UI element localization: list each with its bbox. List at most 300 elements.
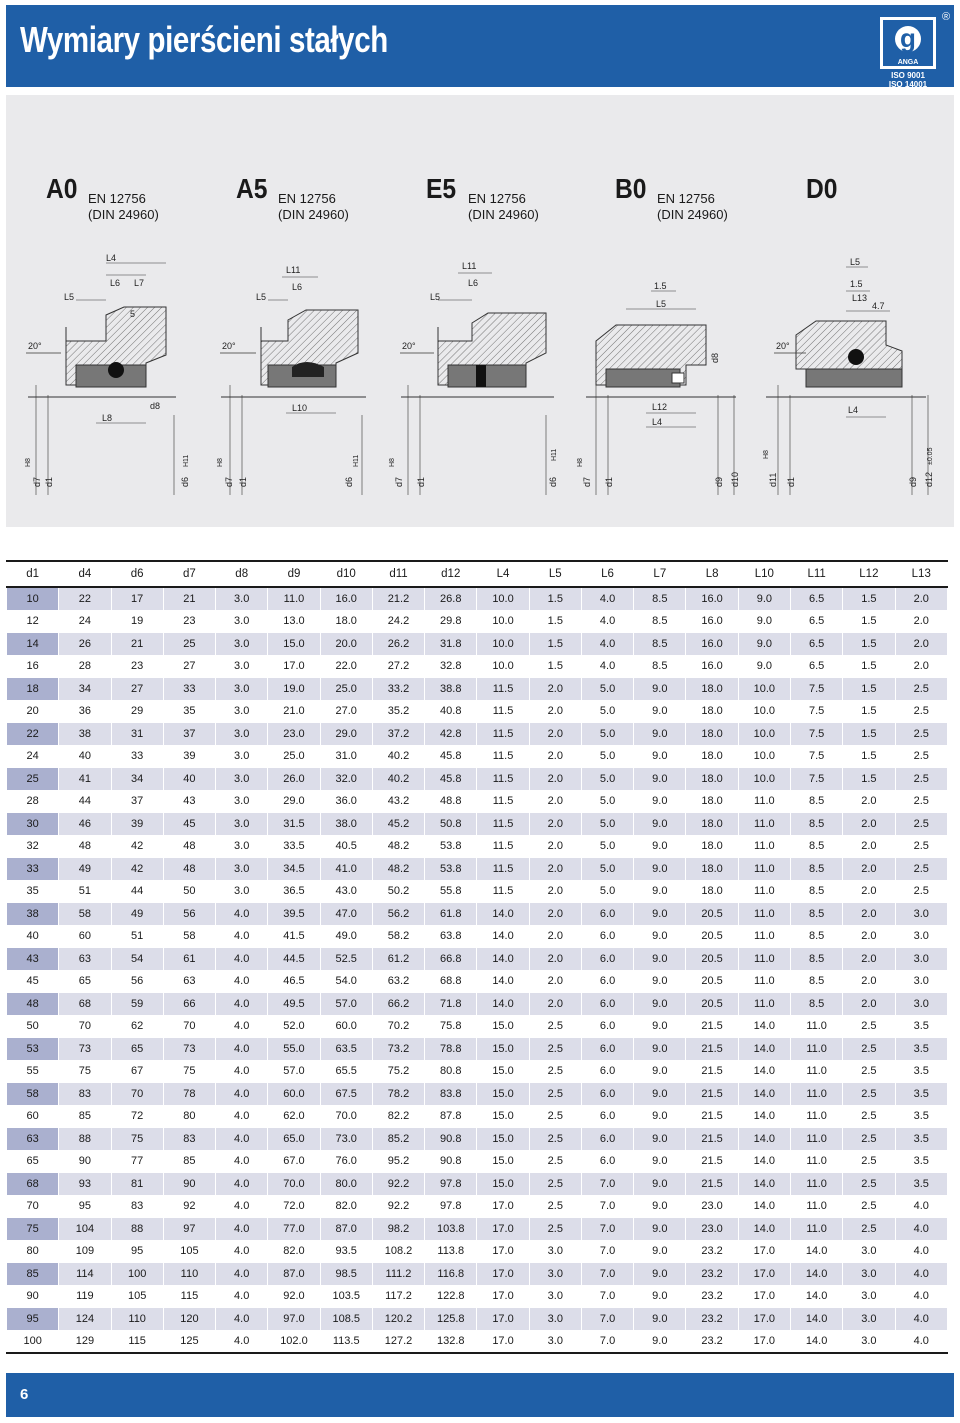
table-cell: 83 — [59, 1083, 111, 1106]
table-cell: 14 — [7, 633, 59, 656]
table-cell: 90.8 — [425, 1150, 477, 1173]
dim-label: d1 — [604, 476, 614, 487]
table-cell: 3.0 — [216, 858, 268, 881]
table-cell: 9.0 — [634, 813, 686, 836]
table-cell: 100 — [7, 1330, 59, 1353]
table-row — [7, 1015, 948, 1038]
table-cell: 4.0 — [216, 1038, 268, 1061]
table-cell: 67.5 — [320, 1083, 372, 1106]
dim-label: L10 — [292, 403, 308, 413]
table-cell: 4.0 — [895, 1218, 947, 1241]
table-cell: 48 — [163, 835, 215, 858]
table-cell: 2.5 — [529, 1218, 581, 1241]
table-cell: 11.5 — [477, 700, 529, 723]
table-cell: 3.0 — [216, 880, 268, 903]
table-cell: 31.8 — [425, 633, 477, 656]
table-cell: 82.2 — [372, 1105, 424, 1128]
column-header: L4 — [477, 561, 529, 587]
table-cell: 51 — [59, 880, 111, 903]
table-cell: 22.0 — [320, 655, 372, 678]
table-cell: 117.2 — [372, 1285, 424, 1308]
table-cell: 2.5 — [895, 700, 947, 723]
table-cell: 40.8 — [425, 700, 477, 723]
table-cell: 43.2 — [372, 790, 424, 813]
table-cell: 42.8 — [425, 723, 477, 746]
table-cell: 21.5 — [686, 1173, 738, 1196]
table-row — [7, 700, 948, 723]
table-cell: 60 — [7, 1105, 59, 1128]
table-cell: 15.0 — [477, 1015, 529, 1038]
table-cell: 3.0 — [895, 993, 947, 1016]
table-cell: 10 — [7, 587, 59, 610]
table-cell: 73.0 — [320, 1128, 372, 1151]
table-cell: 2.5 — [895, 678, 947, 701]
table-cell: 7.0 — [581, 1263, 633, 1286]
table-cell: 3.0 — [529, 1285, 581, 1308]
table-cell: 9.0 — [634, 1150, 686, 1173]
profile-code-a5: A5 — [236, 173, 268, 204]
dim-label: L7 — [134, 278, 145, 288]
table-cell: 3.0 — [843, 1330, 895, 1353]
table-cell: 9.0 — [738, 610, 790, 633]
table-cell: 56 — [163, 903, 215, 926]
table-cell: 10.0 — [738, 678, 790, 701]
table-cell: 51 — [111, 925, 163, 948]
table-cell: 15.0 — [477, 1150, 529, 1173]
drawing-b0 — [577, 281, 740, 495]
table-cell: 5.0 — [581, 790, 633, 813]
table-cell: 9.0 — [634, 880, 686, 903]
table-cell: 6.0 — [581, 1105, 633, 1128]
table-cell: 45 — [7, 970, 59, 993]
table-cell: 54 — [111, 948, 163, 971]
table-cell: 17.0 — [477, 1308, 529, 1331]
table-cell: 31.5 — [268, 813, 320, 836]
table-cell: 4.0 — [216, 925, 268, 948]
table-cell: 10.0 — [477, 587, 529, 610]
table-cell: 113.5 — [320, 1330, 372, 1353]
table-cell: 15.0 — [268, 633, 320, 656]
table-cell: 39 — [163, 745, 215, 768]
table-cell: 6.0 — [581, 993, 633, 1016]
table-cell: 111.2 — [372, 1263, 424, 1286]
table-cell: 9.0 — [634, 925, 686, 948]
table-cell: 75 — [111, 1128, 163, 1151]
table-cell: 2.5 — [843, 1038, 895, 1061]
table-cell: 2.0 — [529, 970, 581, 993]
table-cell: 49.5 — [268, 993, 320, 1016]
table-cell: 18.0 — [686, 700, 738, 723]
table-cell: 93 — [59, 1173, 111, 1196]
table-cell: 75 — [163, 1060, 215, 1083]
table-cell: 4.0 — [581, 610, 633, 633]
table-cell: 40.2 — [372, 768, 424, 791]
table-cell: 2.5 — [895, 723, 947, 746]
table-cell: 63.2 — [372, 970, 424, 993]
table-cell: 4.0 — [895, 1330, 947, 1353]
table-cell: 17.0 — [477, 1195, 529, 1218]
table-cell: 2.5 — [529, 1128, 581, 1151]
table-cell: 11.0 — [738, 880, 790, 903]
table-cell: 10.0 — [738, 745, 790, 768]
table-cell: 2.5 — [843, 1128, 895, 1151]
table-cell: 33 — [111, 745, 163, 768]
table-cell: 48 — [163, 858, 215, 881]
table-cell: 57.0 — [268, 1060, 320, 1083]
table-cell: 18.0 — [686, 858, 738, 881]
table-cell: 3.0 — [529, 1308, 581, 1331]
table-cell: 21.5 — [686, 1105, 738, 1128]
table-cell: 108.2 — [372, 1240, 424, 1263]
table-cell: 81 — [111, 1173, 163, 1196]
table-cell: 2.5 — [529, 1195, 581, 1218]
table-cell: 2.5 — [843, 1015, 895, 1038]
standard-line: (DIN 24960) — [657, 207, 728, 222]
table-cell: 2.0 — [529, 723, 581, 746]
table-cell: 4.0 — [216, 903, 268, 926]
table-cell: 4.0 — [895, 1308, 947, 1331]
table-cell: 2.0 — [843, 993, 895, 1016]
table-cell: 62 — [111, 1015, 163, 1038]
table-cell: 77 — [111, 1150, 163, 1173]
table-cell: 15.0 — [477, 1083, 529, 1106]
table-cell: 6.0 — [581, 1128, 633, 1151]
table-cell: 59 — [111, 993, 163, 1016]
table-cell: 70 — [7, 1195, 59, 1218]
table-cell: 43 — [163, 790, 215, 813]
table-cell: 9.0 — [634, 745, 686, 768]
table-cell: 14.0 — [477, 925, 529, 948]
table-cell: 3.0 — [216, 835, 268, 858]
table-cell: 63 — [7, 1128, 59, 1151]
table-cell: 92.0 — [268, 1285, 320, 1308]
table-cell: 8.5 — [790, 835, 842, 858]
table-cell: 63 — [163, 970, 215, 993]
table-cell: 1.5 — [529, 610, 581, 633]
table-cell: 2.5 — [895, 790, 947, 813]
table-cell: 11.5 — [477, 813, 529, 836]
table-cell: 9.0 — [634, 1308, 686, 1331]
table-cell: 36.0 — [320, 790, 372, 813]
table-cell: 21.0 — [268, 700, 320, 723]
table-cell: 20.5 — [686, 948, 738, 971]
table-cell: 1.5 — [529, 655, 581, 678]
table-cell: 92 — [163, 1195, 215, 1218]
table-cell: 2.5 — [843, 1218, 895, 1241]
table-cell: 1.5 — [843, 745, 895, 768]
table-cell: 90.8 — [425, 1128, 477, 1151]
table-cell: 6.0 — [581, 1060, 633, 1083]
table-cell: 9.0 — [634, 1285, 686, 1308]
table-cell: 4.0 — [216, 1330, 268, 1353]
table-cell: 15.0 — [477, 1173, 529, 1196]
table-cell: 14.0 — [738, 1218, 790, 1241]
table-row — [7, 678, 948, 701]
table-cell: 17.0 — [738, 1330, 790, 1353]
table-cell: 39.5 — [268, 903, 320, 926]
table-cell: 75.8 — [425, 1015, 477, 1038]
table-cell: 27.2 — [372, 655, 424, 678]
dim-label: d12 — [924, 471, 934, 487]
table-cell: 9.0 — [634, 723, 686, 746]
dimensions-table — [6, 560, 948, 1354]
dim-label: L5 — [850, 257, 861, 267]
table-cell: 8.5 — [634, 655, 686, 678]
table-cell: 50 — [7, 1015, 59, 1038]
table-cell: 1.5 — [843, 610, 895, 633]
table-cell: 15.0 — [477, 1060, 529, 1083]
table-body — [7, 587, 948, 1353]
dim-label: L5 — [256, 292, 267, 302]
table-cell: 25.0 — [320, 678, 372, 701]
table-cell: 3.0 — [216, 745, 268, 768]
table-cell: 83.8 — [425, 1083, 477, 1106]
table-cell: 25.0 — [268, 745, 320, 768]
table-cell: 9.0 — [634, 1038, 686, 1061]
table-cell: 55.8 — [425, 880, 477, 903]
table-cell: 2.0 — [529, 813, 581, 836]
table-row — [7, 790, 948, 813]
table-cell: 9.0 — [634, 1060, 686, 1083]
table-cell: 4.0 — [216, 970, 268, 993]
table-cell: 45.8 — [425, 745, 477, 768]
dim-label: d6 — [548, 476, 558, 487]
standard-line: (DIN 24960) — [278, 207, 349, 222]
table-cell: 40.5 — [320, 835, 372, 858]
table-cell: 61.8 — [425, 903, 477, 926]
table-cell: 2.5 — [895, 858, 947, 881]
table-cell: 26.2 — [372, 633, 424, 656]
dim-label: 20° — [402, 341, 416, 351]
table-cell: 2.0 — [843, 925, 895, 948]
table-cell: 68.8 — [425, 970, 477, 993]
table-cell: 14.0 — [738, 1128, 790, 1151]
table-cell: 20.5 — [686, 903, 738, 926]
table-cell: 7.0 — [581, 1285, 633, 1308]
table-cell: 9.0 — [634, 1105, 686, 1128]
table-row — [7, 1060, 948, 1083]
table-cell: 14.0 — [790, 1263, 842, 1286]
standard-line: (DIN 24960) — [468, 207, 539, 222]
dim-label: 4.7 — [872, 301, 885, 311]
table-cell: 67.0 — [268, 1150, 320, 1173]
table-cell: 7.5 — [790, 700, 842, 723]
table-cell: 41 — [59, 768, 111, 791]
table-cell: 2.0 — [843, 858, 895, 881]
table-cell: 2.5 — [843, 1150, 895, 1173]
table-cell: 1.5 — [529, 587, 581, 610]
profile-code-a0: A0 — [46, 173, 78, 204]
table-cell: 49 — [111, 903, 163, 926]
table-row — [7, 768, 948, 791]
table-cell: 21.5 — [686, 1060, 738, 1083]
standard-line: EN 12756 — [88, 191, 146, 206]
table-cell: 35 — [7, 880, 59, 903]
table-cell: 65 — [59, 970, 111, 993]
table-cell: 4.0 — [895, 1195, 947, 1218]
table-cell: 10.0 — [738, 768, 790, 791]
table-cell: 44.5 — [268, 948, 320, 971]
table-cell: 14.0 — [738, 1083, 790, 1106]
table-cell: 1.5 — [843, 723, 895, 746]
table-cell: 8.5 — [790, 790, 842, 813]
iso-certificates — [874, 71, 942, 89]
table-cell: 5.0 — [581, 880, 633, 903]
table-cell: 85 — [59, 1105, 111, 1128]
table-cell: 29.0 — [320, 723, 372, 746]
table-cell: 2.5 — [895, 745, 947, 768]
dim-label: L12 — [652, 402, 668, 412]
table-cell: 66.2 — [372, 993, 424, 1016]
table-cell: 97.8 — [425, 1173, 477, 1196]
table-cell: 4.0 — [216, 1263, 268, 1286]
table-cell: 9.0 — [634, 948, 686, 971]
table-cell: 19 — [111, 610, 163, 633]
table-cell: 85.2 — [372, 1128, 424, 1151]
table-cell: 42 — [111, 858, 163, 881]
table-cell: 2.0 — [895, 610, 947, 633]
table-row — [7, 1330, 948, 1353]
table-cell: 70 — [59, 1015, 111, 1038]
table-cell: 11.5 — [477, 835, 529, 858]
table-cell: 2.5 — [843, 1105, 895, 1128]
dim-label: 1.5 — [654, 281, 667, 291]
dim-label: 20° — [776, 341, 790, 351]
drawing-a5 — [217, 265, 366, 495]
table-cell: 98.2 — [372, 1218, 424, 1241]
table-cell: 7.5 — [790, 745, 842, 768]
table-cell: 77.0 — [268, 1218, 320, 1241]
table-row — [7, 1308, 948, 1331]
dim-label: 20° — [222, 341, 236, 351]
table-cell: 33 — [7, 858, 59, 881]
table-cell: 82.0 — [268, 1240, 320, 1263]
table-cell: 58.2 — [372, 925, 424, 948]
table-cell: 85 — [7, 1263, 59, 1286]
table-cell: 43.0 — [320, 880, 372, 903]
column-header: L7 — [634, 561, 686, 587]
table-cell: 17 — [111, 587, 163, 610]
table-cell: 63.8 — [425, 925, 477, 948]
table-cell: 38.8 — [425, 678, 477, 701]
table-cell: 103.8 — [425, 1218, 477, 1241]
table-cell: 11.0 — [790, 1038, 842, 1061]
table-cell: 2.0 — [529, 903, 581, 926]
table-cell: 7.0 — [581, 1308, 633, 1331]
table-cell: 55.0 — [268, 1038, 320, 1061]
table-cell: 25 — [7, 768, 59, 791]
table-cell: 4.0 — [216, 1218, 268, 1241]
standard-line: EN 12756 — [657, 191, 715, 206]
table-cell: 9.0 — [634, 1173, 686, 1196]
table-cell: 70.2 — [372, 1015, 424, 1038]
table-cell: 17.0 — [477, 1330, 529, 1353]
table-cell: 2.0 — [843, 903, 895, 926]
dim-label: d9 — [714, 476, 724, 487]
table-cell: 14.0 — [790, 1285, 842, 1308]
dim-label: L4 — [652, 417, 663, 427]
table-cell: 4.0 — [581, 587, 633, 610]
table-cell: 11.0 — [738, 948, 790, 971]
column-header: L6 — [581, 561, 633, 587]
table-cell: 8.5 — [634, 587, 686, 610]
table-header-row — [7, 561, 948, 587]
column-header: d7 — [163, 561, 215, 587]
table-cell: 14.0 — [738, 1038, 790, 1061]
dim-label: ±0.05 — [927, 447, 934, 465]
table-cell: 105 — [163, 1240, 215, 1263]
table-cell: 45.2 — [372, 813, 424, 836]
table-cell: 9.0 — [634, 1195, 686, 1218]
table-cell: 52.5 — [320, 948, 372, 971]
table-cell: 4.0 — [216, 1015, 268, 1038]
table-cell: 46.5 — [268, 970, 320, 993]
column-header: d8 — [216, 561, 268, 587]
table-cell: 32.0 — [320, 768, 372, 791]
table-row — [7, 587, 948, 610]
table-cell: 36 — [59, 700, 111, 723]
table-cell: 11.0 — [738, 925, 790, 948]
table-cell: 4.0 — [216, 1150, 268, 1173]
table-cell: 17.0 — [738, 1263, 790, 1286]
table-cell: 6.0 — [581, 925, 633, 948]
table-cell: 1.5 — [843, 700, 895, 723]
table-cell: 78.2 — [372, 1083, 424, 1106]
table-cell: 6.0 — [581, 1038, 633, 1061]
table-cell: 109 — [59, 1240, 111, 1263]
table-cell: 78 — [163, 1083, 215, 1106]
column-header: L11 — [790, 561, 842, 587]
table-cell: 18.0 — [686, 768, 738, 791]
table-cell: 87.0 — [268, 1263, 320, 1286]
table-cell: 6.5 — [790, 587, 842, 610]
table-cell: 2.5 — [843, 1083, 895, 1106]
table-cell: 58 — [59, 903, 111, 926]
table-cell: 32 — [7, 835, 59, 858]
table-cell: 16.0 — [320, 587, 372, 610]
table-cell: 87.8 — [425, 1105, 477, 1128]
table-cell: 11.0 — [268, 587, 320, 610]
table-cell: 18.0 — [320, 610, 372, 633]
table-cell: 4.0 — [216, 1195, 268, 1218]
table-cell: 9.0 — [634, 858, 686, 881]
table-cell: 16 — [7, 655, 59, 678]
table-cell: 68 — [7, 1173, 59, 1196]
table-cell: 21 — [163, 587, 215, 610]
table-cell: 67 — [111, 1060, 163, 1083]
table-cell: 38 — [59, 723, 111, 746]
table-cell: 2.5 — [529, 1173, 581, 1196]
table-cell: 95 — [111, 1240, 163, 1263]
table-cell: 24 — [7, 745, 59, 768]
table-cell: 17.0 — [477, 1240, 529, 1263]
column-header: d11 — [372, 561, 424, 587]
table-cell: 8.5 — [790, 813, 842, 836]
table-cell: 3.0 — [529, 1330, 581, 1353]
dim-label: L4 — [848, 405, 859, 415]
table-cell: 41.0 — [320, 858, 372, 881]
table-cell: 4.0 — [895, 1263, 947, 1286]
dim-label: d11 — [768, 472, 778, 487]
table-cell: 10.0 — [738, 723, 790, 746]
table-cell: 27 — [111, 678, 163, 701]
table-cell: 11.5 — [477, 768, 529, 791]
table-row — [7, 903, 948, 926]
table-cell: 20.5 — [686, 925, 738, 948]
table-cell: 9.0 — [634, 790, 686, 813]
table-cell: 11.0 — [738, 903, 790, 926]
table-cell: 2.5 — [529, 1038, 581, 1061]
